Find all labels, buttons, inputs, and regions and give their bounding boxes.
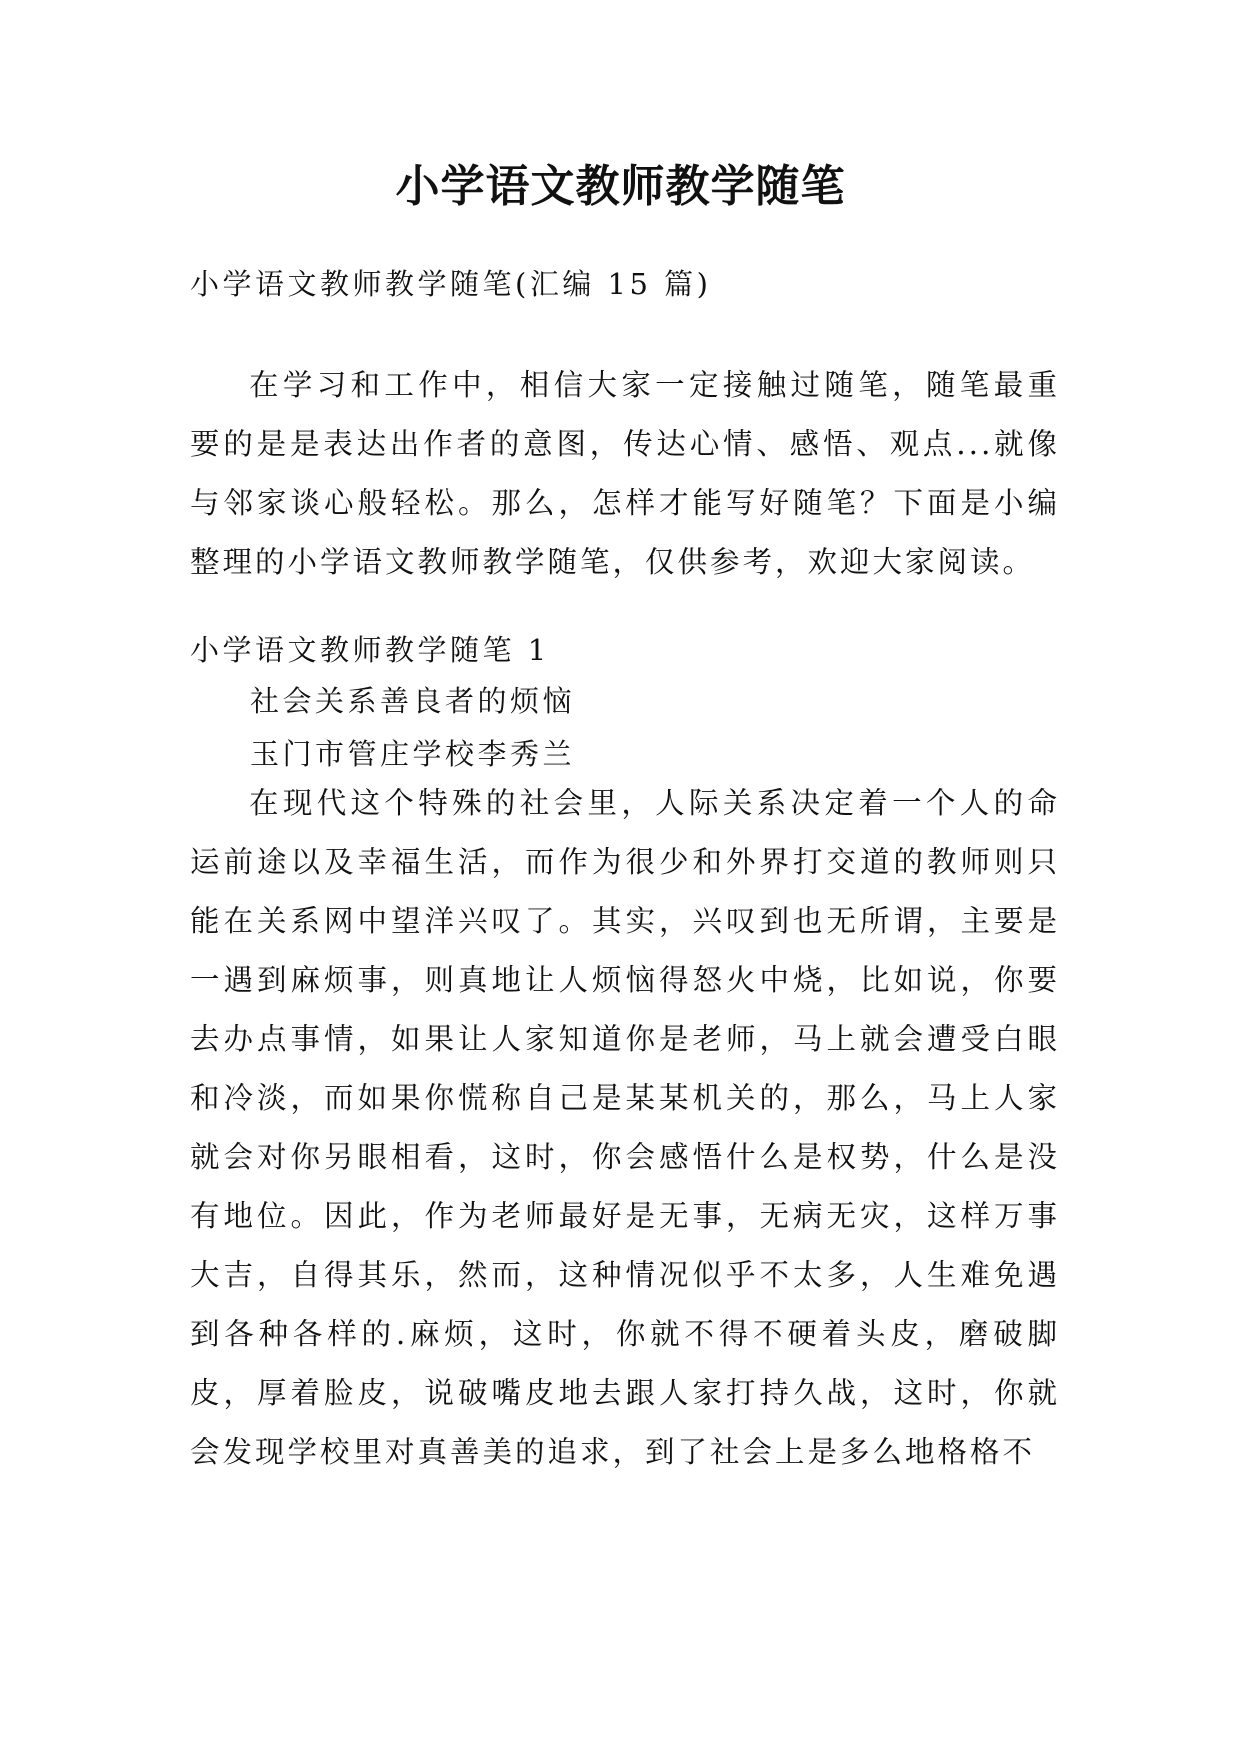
section-heading: 小学语文教师教学随笔 1 (190, 633, 550, 667)
article-paragraph: 在现代这个特殊的社会里，人际关系决定着一个人的命运前途以及幸福生活，而作为很少和外界打交道的教师则只能在关系网中望洋兴叹了。其实，兴叹到也无所谓，主要是一遇到麻烦事，则真地让人烦恼得怒火中烧，比如说，你要去办点事情，如果让人家知道你是老师，马上就会遭受白眼和冷淡，而如果你慌称自己是某某机关的，那么，马上人家就会对你另眼相看，这时，你会感悟什么是权势，什么是没有地位。因此，作为老师最好是无事，无病无灾，这样万事大吉，自得其乐，然而，这种情况似乎不太多，人生难免遇到各种各样的.麻烦，这时，你就不得不硬着头皮，磨破脚皮，厚着脸皮，说破嘴皮地去跟人家打持久战，这时，你就会发现学校里对真善美的追求，到了社会上是多么地格格不 (190, 786, 1060, 1469)
article-author: 玉门市管庄学校李秀兰 (250, 737, 576, 771)
article-title: 社会关系善良者的烦恼 (250, 684, 576, 718)
document-title: 小学语文教师教学随笔 (395, 161, 846, 212)
intro-paragraph: 在学习和工作中，相信大家一定接触过随笔，随笔最重要的是是表达出作者的意图，传达心情、感悟、观点...就像与邻家谈心般轻松。那么，怎样才能写好随笔？下面是小编整理的小学语文教师教学随笔，仅供参考，欢迎大家阅读。 (190, 368, 1060, 579)
document-subtitle: 小学语文教师教学随笔(汇编 15 篇) (190, 267, 712, 301)
